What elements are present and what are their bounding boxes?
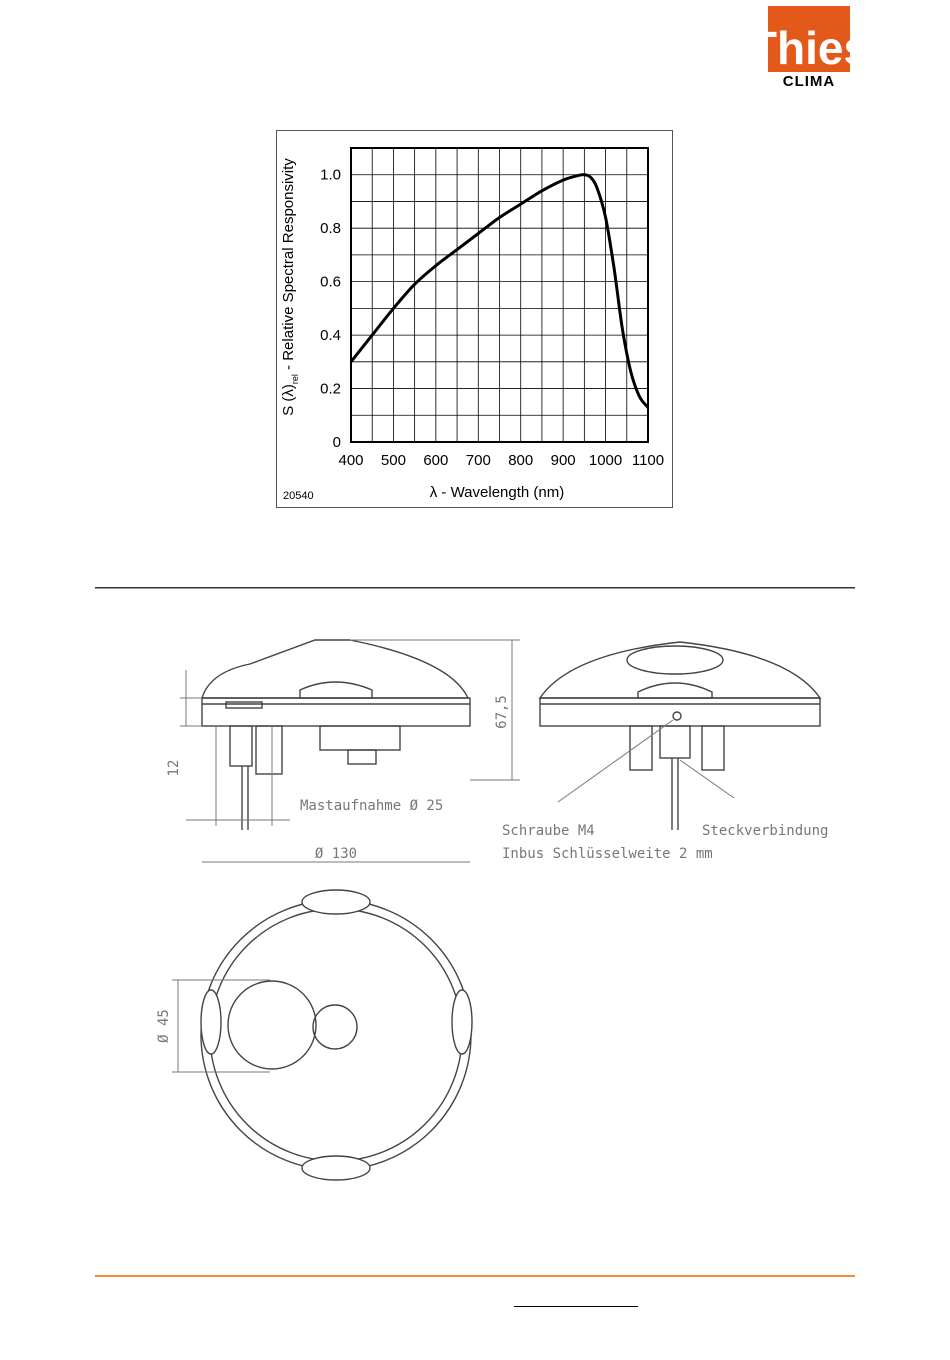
figure-code: 20540	[283, 490, 314, 502]
spectral-chart	[276, 130, 673, 508]
dimension-drawing	[150, 630, 850, 1195]
thies-clima-logo	[748, 6, 870, 90]
dim-diameter: Ø 130	[314, 846, 358, 862]
x-axis-label: λ - Wavelength (nm)	[429, 484, 565, 501]
footer-rule	[95, 1275, 855, 1277]
x-tick-label: 700	[465, 452, 491, 469]
logo-brand-text: Thies	[748, 22, 870, 74]
y-tick-label: 0.6	[320, 273, 341, 291]
side-view-right	[540, 642, 820, 830]
x-tick-label: 500	[380, 452, 406, 469]
y-axis-label: S $(\lambda)_{rel}$ - Relative Spectral Responsivity	[280, 158, 300, 416]
footer-underline	[514, 1306, 638, 1307]
x-tick-label: 1100	[631, 452, 665, 469]
mast-label: Mastaufnahme Ø 25	[300, 798, 444, 814]
x-tick-label: 900	[550, 452, 576, 469]
x-tick-label: 400	[338, 452, 364, 469]
connector-label: Steckverbindung	[702, 823, 829, 839]
section-divider	[95, 587, 855, 589]
dim-dome: Ø 45	[156, 1009, 172, 1043]
logo-sub-text: CLIMA	[782, 73, 836, 90]
y-tick-label: 0.2	[320, 380, 341, 398]
dim-height-left: 12	[166, 759, 182, 777]
screw-label-2: Inbus Schlüsselweite 2 mm	[502, 846, 713, 862]
y-tick-label: 1.0	[320, 166, 341, 184]
dim-height-right: 67,5	[494, 695, 510, 729]
x-tick-label: 600	[423, 452, 449, 469]
screw-label-1: Schraube M4	[502, 823, 595, 839]
x-tick-label: 800	[508, 452, 534, 469]
x-tick-label: 1000	[588, 452, 623, 469]
y-tick-label: 0.4	[320, 327, 341, 345]
spectral-chart-svg	[277, 131, 674, 509]
y-tick-label: 0	[332, 434, 341, 451]
top-view	[201, 890, 472, 1180]
y-tick-label: 0.8	[320, 220, 341, 238]
